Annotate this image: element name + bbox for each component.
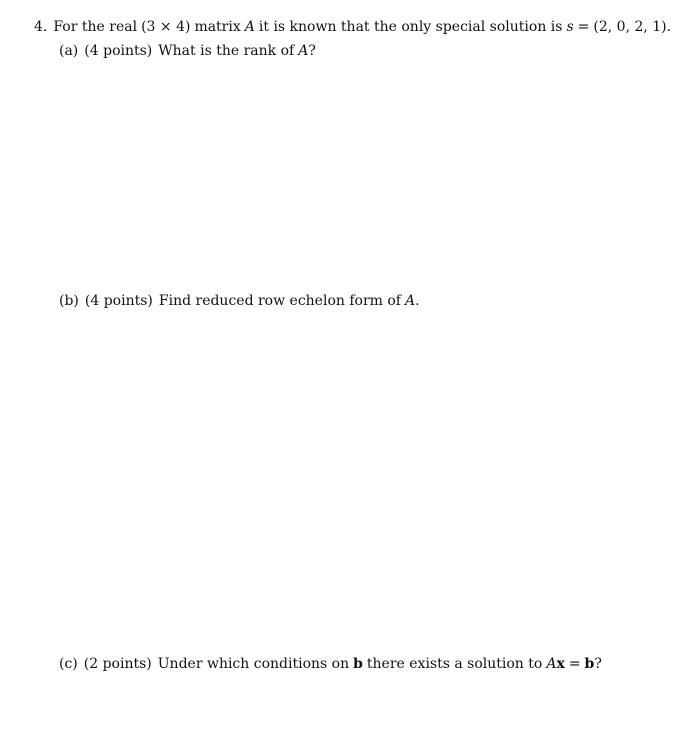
solution-value: (2, 0, 2, 1). — [593, 19, 672, 35]
part-b-end: . — [415, 293, 420, 309]
part-a — [59, 42, 316, 60]
part-b-points: (4 points) — [84, 293, 153, 309]
part-b-label: (b) — [59, 293, 79, 309]
equation-matrix-a: A — [546, 656, 557, 672]
equation-equals: = — [568, 656, 581, 672]
question-text-after-var: it is known that the only special solution is — [258, 19, 563, 35]
part-c-end: ? — [594, 656, 602, 672]
solution-variable: s — [566, 19, 574, 35]
part-b — [59, 292, 420, 310]
part-a-end: ? — [308, 43, 316, 59]
part-c-vector-b: b — [353, 656, 363, 672]
part-a-variable: A — [298, 43, 309, 59]
equation-vector-b: b — [584, 656, 595, 672]
part-c-text-after-b: there exists a solution to — [366, 656, 543, 672]
part-a-label: (a) — [59, 43, 79, 59]
part-c — [59, 655, 602, 673]
matrix-size: (3 × 4) — [141, 19, 191, 35]
part-a-points: (4 points) — [84, 43, 153, 59]
matrix-variable: A — [244, 19, 255, 35]
part-b-variable: A — [404, 293, 416, 309]
question-number: 4. — [34, 19, 48, 35]
part-a-text: What is the rank of — [158, 43, 295, 59]
part-b-text: Find reduced row echelon form of — [158, 293, 401, 309]
part-c-label: (c) — [59, 656, 78, 672]
question-text-before-size: For the real — [53, 19, 138, 35]
part-c-text-before-b: Under which conditions on — [157, 656, 350, 672]
question-4-statement — [34, 18, 671, 36]
equals-sign: = — [577, 19, 590, 35]
equation-vector-x: x — [556, 656, 565, 672]
question-text-matrix: matrix — [194, 19, 241, 35]
part-c-points: (2 points) — [83, 656, 152, 672]
